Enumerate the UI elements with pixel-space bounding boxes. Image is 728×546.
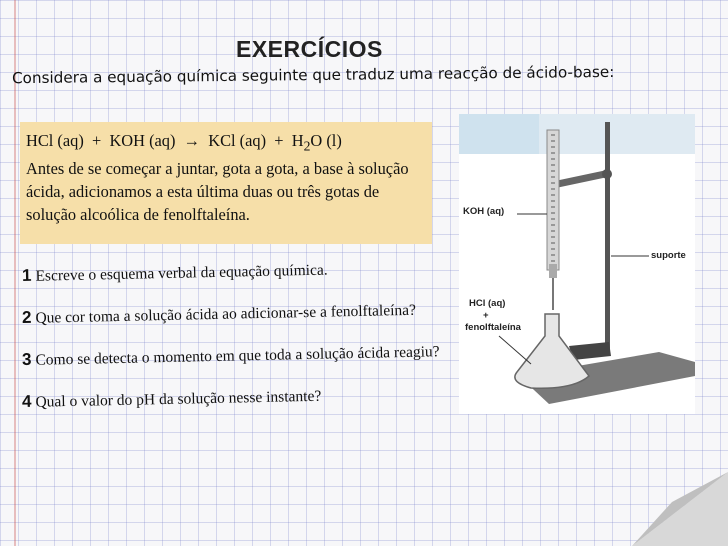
plus-sign: + (274, 131, 284, 150)
reactant-hcl: HCl (aq) (26, 131, 84, 150)
label-suporte: suporte (651, 250, 686, 261)
question-item (22, 386, 322, 412)
question-item (22, 300, 416, 328)
reactant-koh: KOH (aq) (109, 131, 176, 150)
label-hcl: HCl (aq) (469, 298, 506, 309)
question-text: Como se detecta o momento em que toda a solução ácida reagiu? (35, 343, 440, 369)
instruction-text: Antes de se começar a juntar, gota a gota, a base à solução ácida, adicionamos a esta última duas ou três gotas de solução alcoólica de fenolftaleína. (26, 159, 409, 225)
clamp-knob (602, 169, 612, 179)
question-number: 3 (21, 349, 32, 369)
label-plus: + (483, 310, 489, 321)
page-curl-decoration (632, 472, 728, 546)
label-koh: KOH (aq) (463, 206, 505, 217)
photo-sky-patch (459, 114, 539, 154)
reaction-arrow: → (183, 131, 201, 150)
question-text: Qual o valor do pH da solução nesse instante? (35, 387, 322, 411)
intro-text: Considera a equação química seguinte que traduz uma reacção de ácido-base: (11, 62, 615, 88)
label-fenolftaleina: fenolftaleína (465, 322, 521, 333)
chemical-equation (26, 129, 426, 157)
equation-text-box (20, 122, 432, 244)
question-item (22, 341, 440, 370)
question-text: Escreve o esquema verbal da equação química. (35, 261, 328, 285)
titration-figure (459, 114, 695, 414)
burette-clamp (555, 170, 607, 188)
stand-rod (605, 122, 610, 354)
page-title: EXERCÍCIOS (236, 36, 383, 62)
photo-sky-patch (539, 114, 695, 154)
label-line-hcl (499, 336, 531, 364)
question-number: 2 (21, 307, 32, 327)
plus-sign: + (92, 131, 102, 150)
question-text: Que cor toma a solução ácida ao adicionar-se a fenolftaleína? (35, 301, 417, 327)
titration-apparatus-illustration (459, 114, 695, 414)
burette-tap (549, 264, 557, 278)
question-number: 1 (21, 265, 32, 285)
product-kcl: KCl (aq) (208, 131, 267, 150)
question-item (22, 260, 328, 286)
product-water: $H_2O$ (l) (291, 131, 342, 154)
question-number: 4 (21, 391, 32, 411)
